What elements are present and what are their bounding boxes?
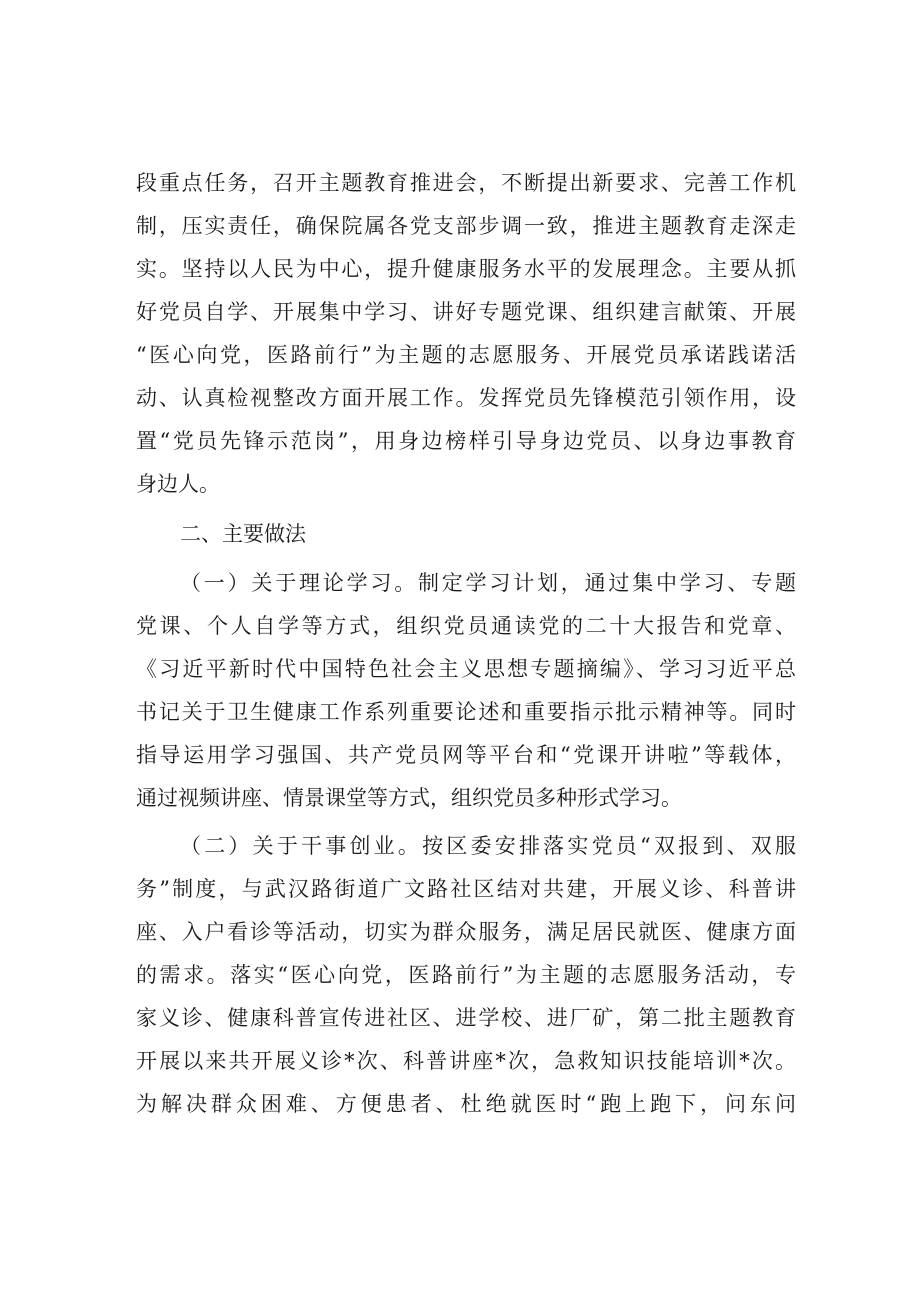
text-line: 制，压实责任，确保院属各党支部步调一致，推进主题教育走深走 [136,214,796,238]
section-heading: 二、主要做法 [180,522,306,546]
text-line: 开展以来共开展义诊*次、科普讲座*次，急救知识技能培训*次。 [136,1049,796,1073]
text-line: （一）关于理论学习。制定学习计划，通过集中学习、专题 [180,571,796,595]
text-line: 实。坚持以人民为中心，提升健康服务水平的发展理念。主要从抓 [136,257,796,281]
text-line: 的需求。落实“医心向党，医路前行”为主题的志愿服务活动，专 [136,963,796,987]
text-line: 党课、个人自学等方式，组织党员通读党的二十大报告和党章、 [136,614,796,638]
text-line: 段重点任务，召开主题教育推进会，不断提出新要求、完善工作机 [136,171,796,195]
text-line: 书记关于卫生健康工作系列重要论述和重要指示批示精神等。同时 [136,700,796,724]
text-line: 动、认真检视整改方面开展工作。发挥党员先锋模范引领作用，设 [136,386,796,410]
text-line: 座、入户看诊等活动，切实为群众服务，满足居民就医、健康方面 [136,920,796,944]
text-line: （二）关于干事创业。按区委安排落实党员“双报到、双服 [180,834,796,858]
text-line: 为解决群众困难、方便患者、杜绝就医时“跑上跑下，问东问 [136,1092,796,1116]
text-line: 指导运用学习强国、共产党员网等平台和“党课开讲啦”等载体， [136,743,796,767]
text-line: 通过视频讲座、情景课堂等方式，组织党员多种形式学习。 [136,786,682,810]
text-line: 好党员自学、开展集中学习、讲好专题党课、组织建言献策、开展 [136,300,796,324]
text-line: 置“党员先锋示范岗”，用身边榜样引导身边党员、以身边事教育 [136,429,796,453]
text-line: “医心向党，医路前行”为主题的志愿服务、开展党员承诺践诺活 [136,343,796,367]
text-line: 务”制度，与武汉路街道广文路社区结对共建，开展义诊、科普讲 [136,877,796,901]
text-line: 《习近平新时代中国特色社会主义思想专题摘编》、学习习近平总 [136,657,796,681]
text-line: 身边人。 [136,472,220,496]
text-line: 家义诊、健康科普宣传进社区、进学校、进厂矿，第二批主题教育 [136,1006,796,1030]
